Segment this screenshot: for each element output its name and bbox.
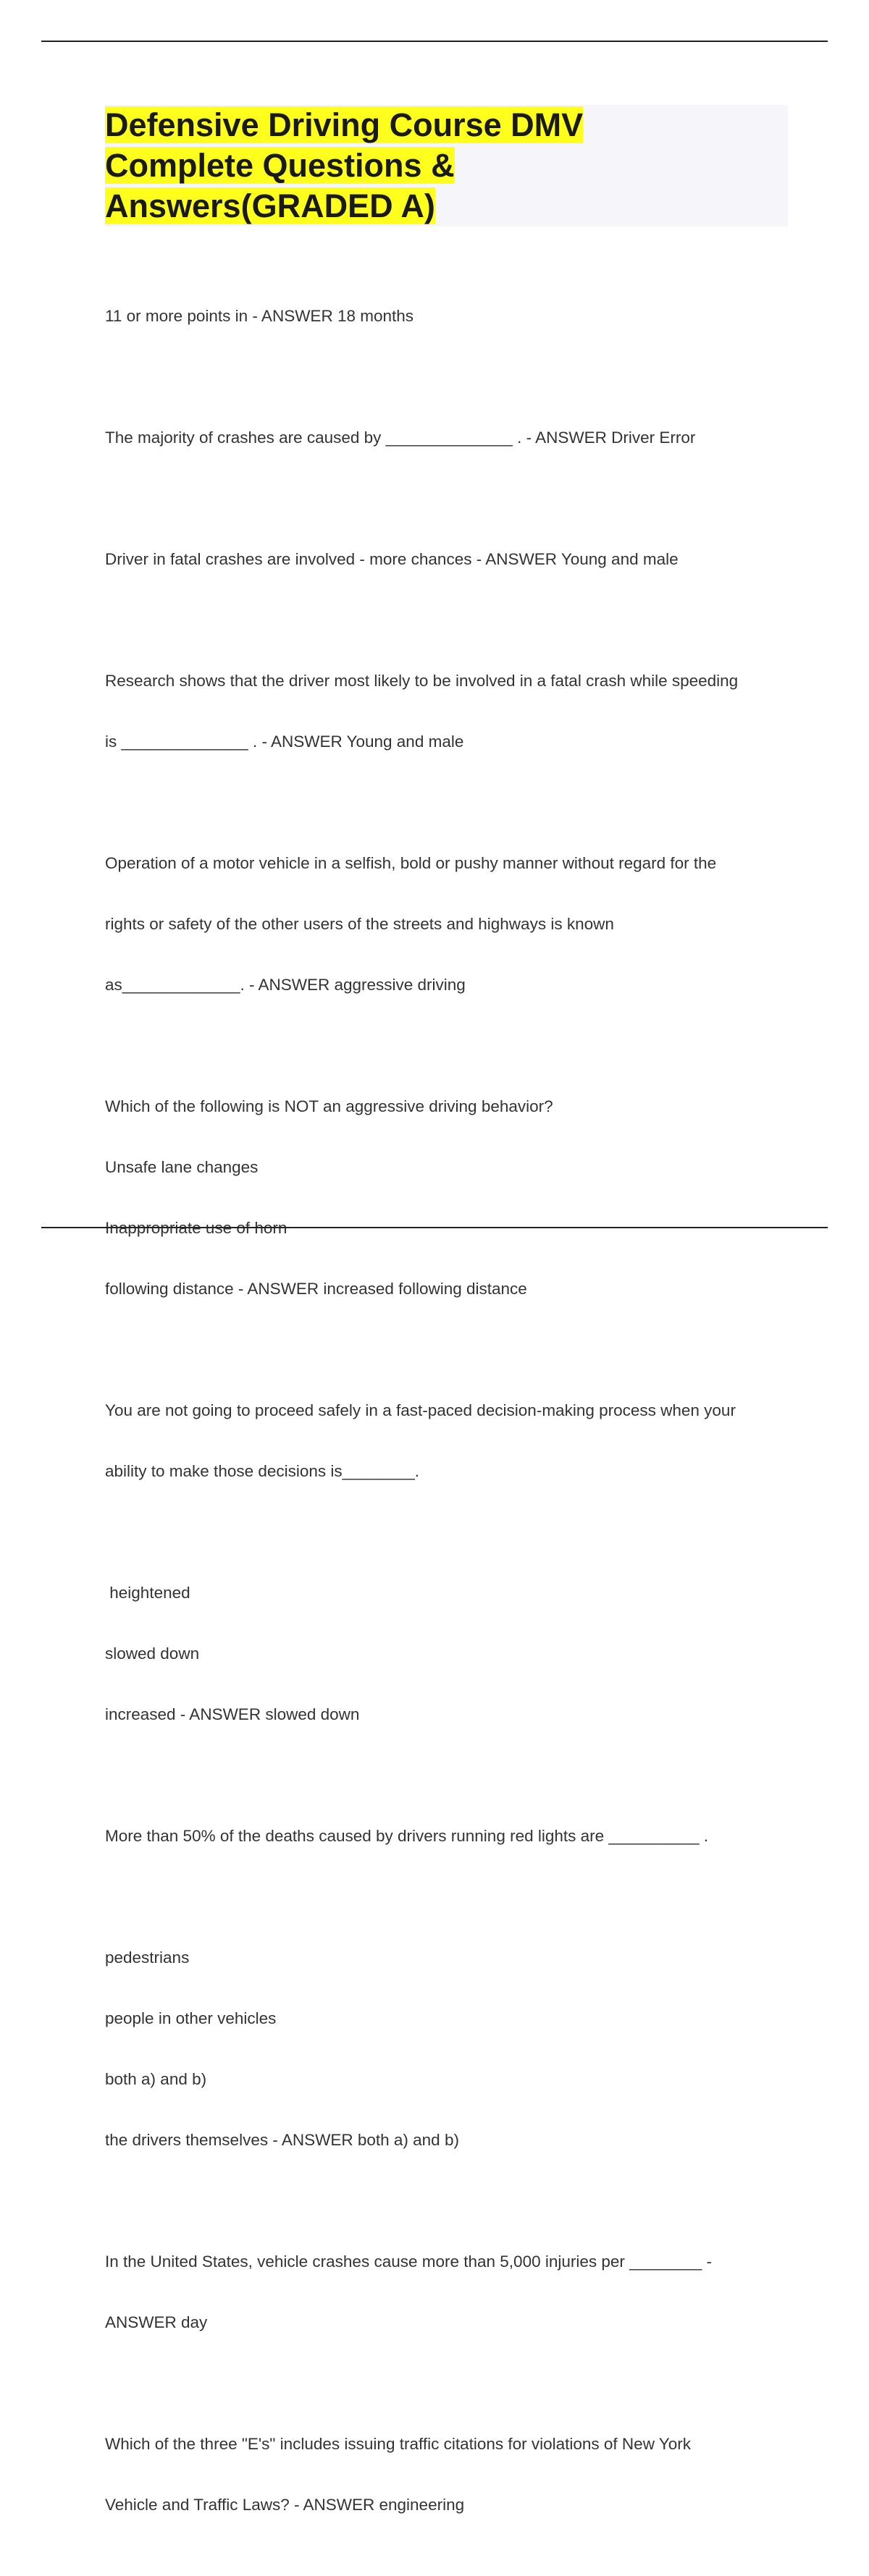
qa-line: slowed down bbox=[105, 1644, 200, 1663]
qa-line: ability to make those decisions is________. bbox=[105, 1462, 420, 1480]
qa-item bbox=[105, 1360, 793, 1522]
qa-item bbox=[105, 2211, 793, 2373]
qa-line: The majority of crashes are caused by ______________ . - ANSWER Driver Error bbox=[105, 428, 696, 447]
qa-line: Vehicle and Traffic Laws? - ANSWER engineering bbox=[105, 2496, 465, 2514]
qa-line: as_____________. - ANSWER aggressive driving bbox=[105, 976, 466, 994]
qa-item bbox=[105, 266, 793, 367]
qa-line: In the United States, vehicle crashes cause more than 5,000 injuries per ________ - bbox=[105, 2252, 713, 2271]
qa-item bbox=[105, 1542, 793, 1765]
qa-item bbox=[105, 2394, 793, 2556]
qa-line: increased - ANSWER slowed down bbox=[105, 1705, 360, 1723]
qa-list bbox=[105, 266, 793, 2576]
qa-line: Research shows that the driver most likely to be involved in a fatal crash while speeding bbox=[105, 672, 739, 690]
qa-item bbox=[105, 813, 793, 1036]
title-block bbox=[105, 105, 788, 227]
qa-line: Unsafe lane changes bbox=[105, 1158, 259, 1176]
qa-line: You are not going to proceed safely in a fast-paced decision-making process when your bbox=[105, 1401, 736, 1419]
qa-line: heightened bbox=[105, 1584, 190, 1602]
qa-line: 11 or more points in - ANSWER 18 months bbox=[105, 307, 414, 325]
qa-line: Which of the following is NOT an aggressive driving behavior? bbox=[105, 1097, 553, 1115]
qa-line: Operation of a motor vehicle in a selfish, bold or pushy manner without regard for the bbox=[105, 854, 717, 872]
top-rule bbox=[41, 41, 828, 42]
qa-line: ANSWER day bbox=[105, 2313, 208, 2331]
qa-line: rights or safety of the other users of the streets and highways is known bbox=[105, 915, 614, 933]
qa-line: Driver in fatal crashes are involved - more chances - ANSWER Young and male bbox=[105, 550, 679, 568]
qa-item bbox=[105, 1907, 793, 2191]
qa-line: is ______________ . - ANSWER Young and male bbox=[105, 732, 464, 751]
title-line: Complete Questions & bbox=[105, 147, 455, 184]
qa-item bbox=[105, 1056, 793, 1340]
qa-line: More than 50% of the deaths caused by drivers running red lights are __________ . bbox=[105, 1827, 709, 1845]
qa-line: pedestrians bbox=[105, 1948, 190, 1967]
qa-line: Which of the three "E's" includes issuing traffic citations for violations of New York bbox=[105, 2435, 691, 2453]
qa-line: following distance - ANSWER increased following distance bbox=[105, 1280, 527, 1298]
qa-line: the drivers themselves - ANSWER both a) and b) bbox=[105, 2131, 459, 2149]
title-line: Defensive Driving Course DMV bbox=[105, 106, 584, 143]
qa-item bbox=[105, 509, 793, 610]
qa-line: Inappropriate use of horn bbox=[105, 1219, 287, 1237]
document-title bbox=[105, 105, 788, 227]
qa-item bbox=[105, 1786, 793, 1887]
qa-line: people in other vehicles bbox=[105, 2009, 277, 2027]
qa-item bbox=[105, 387, 793, 489]
bottom-rule bbox=[41, 1227, 828, 1228]
qa-item bbox=[105, 630, 793, 793]
title-line: Answers(GRADED A) bbox=[105, 187, 435, 224]
qa-line: both a) and b) bbox=[105, 2070, 207, 2088]
